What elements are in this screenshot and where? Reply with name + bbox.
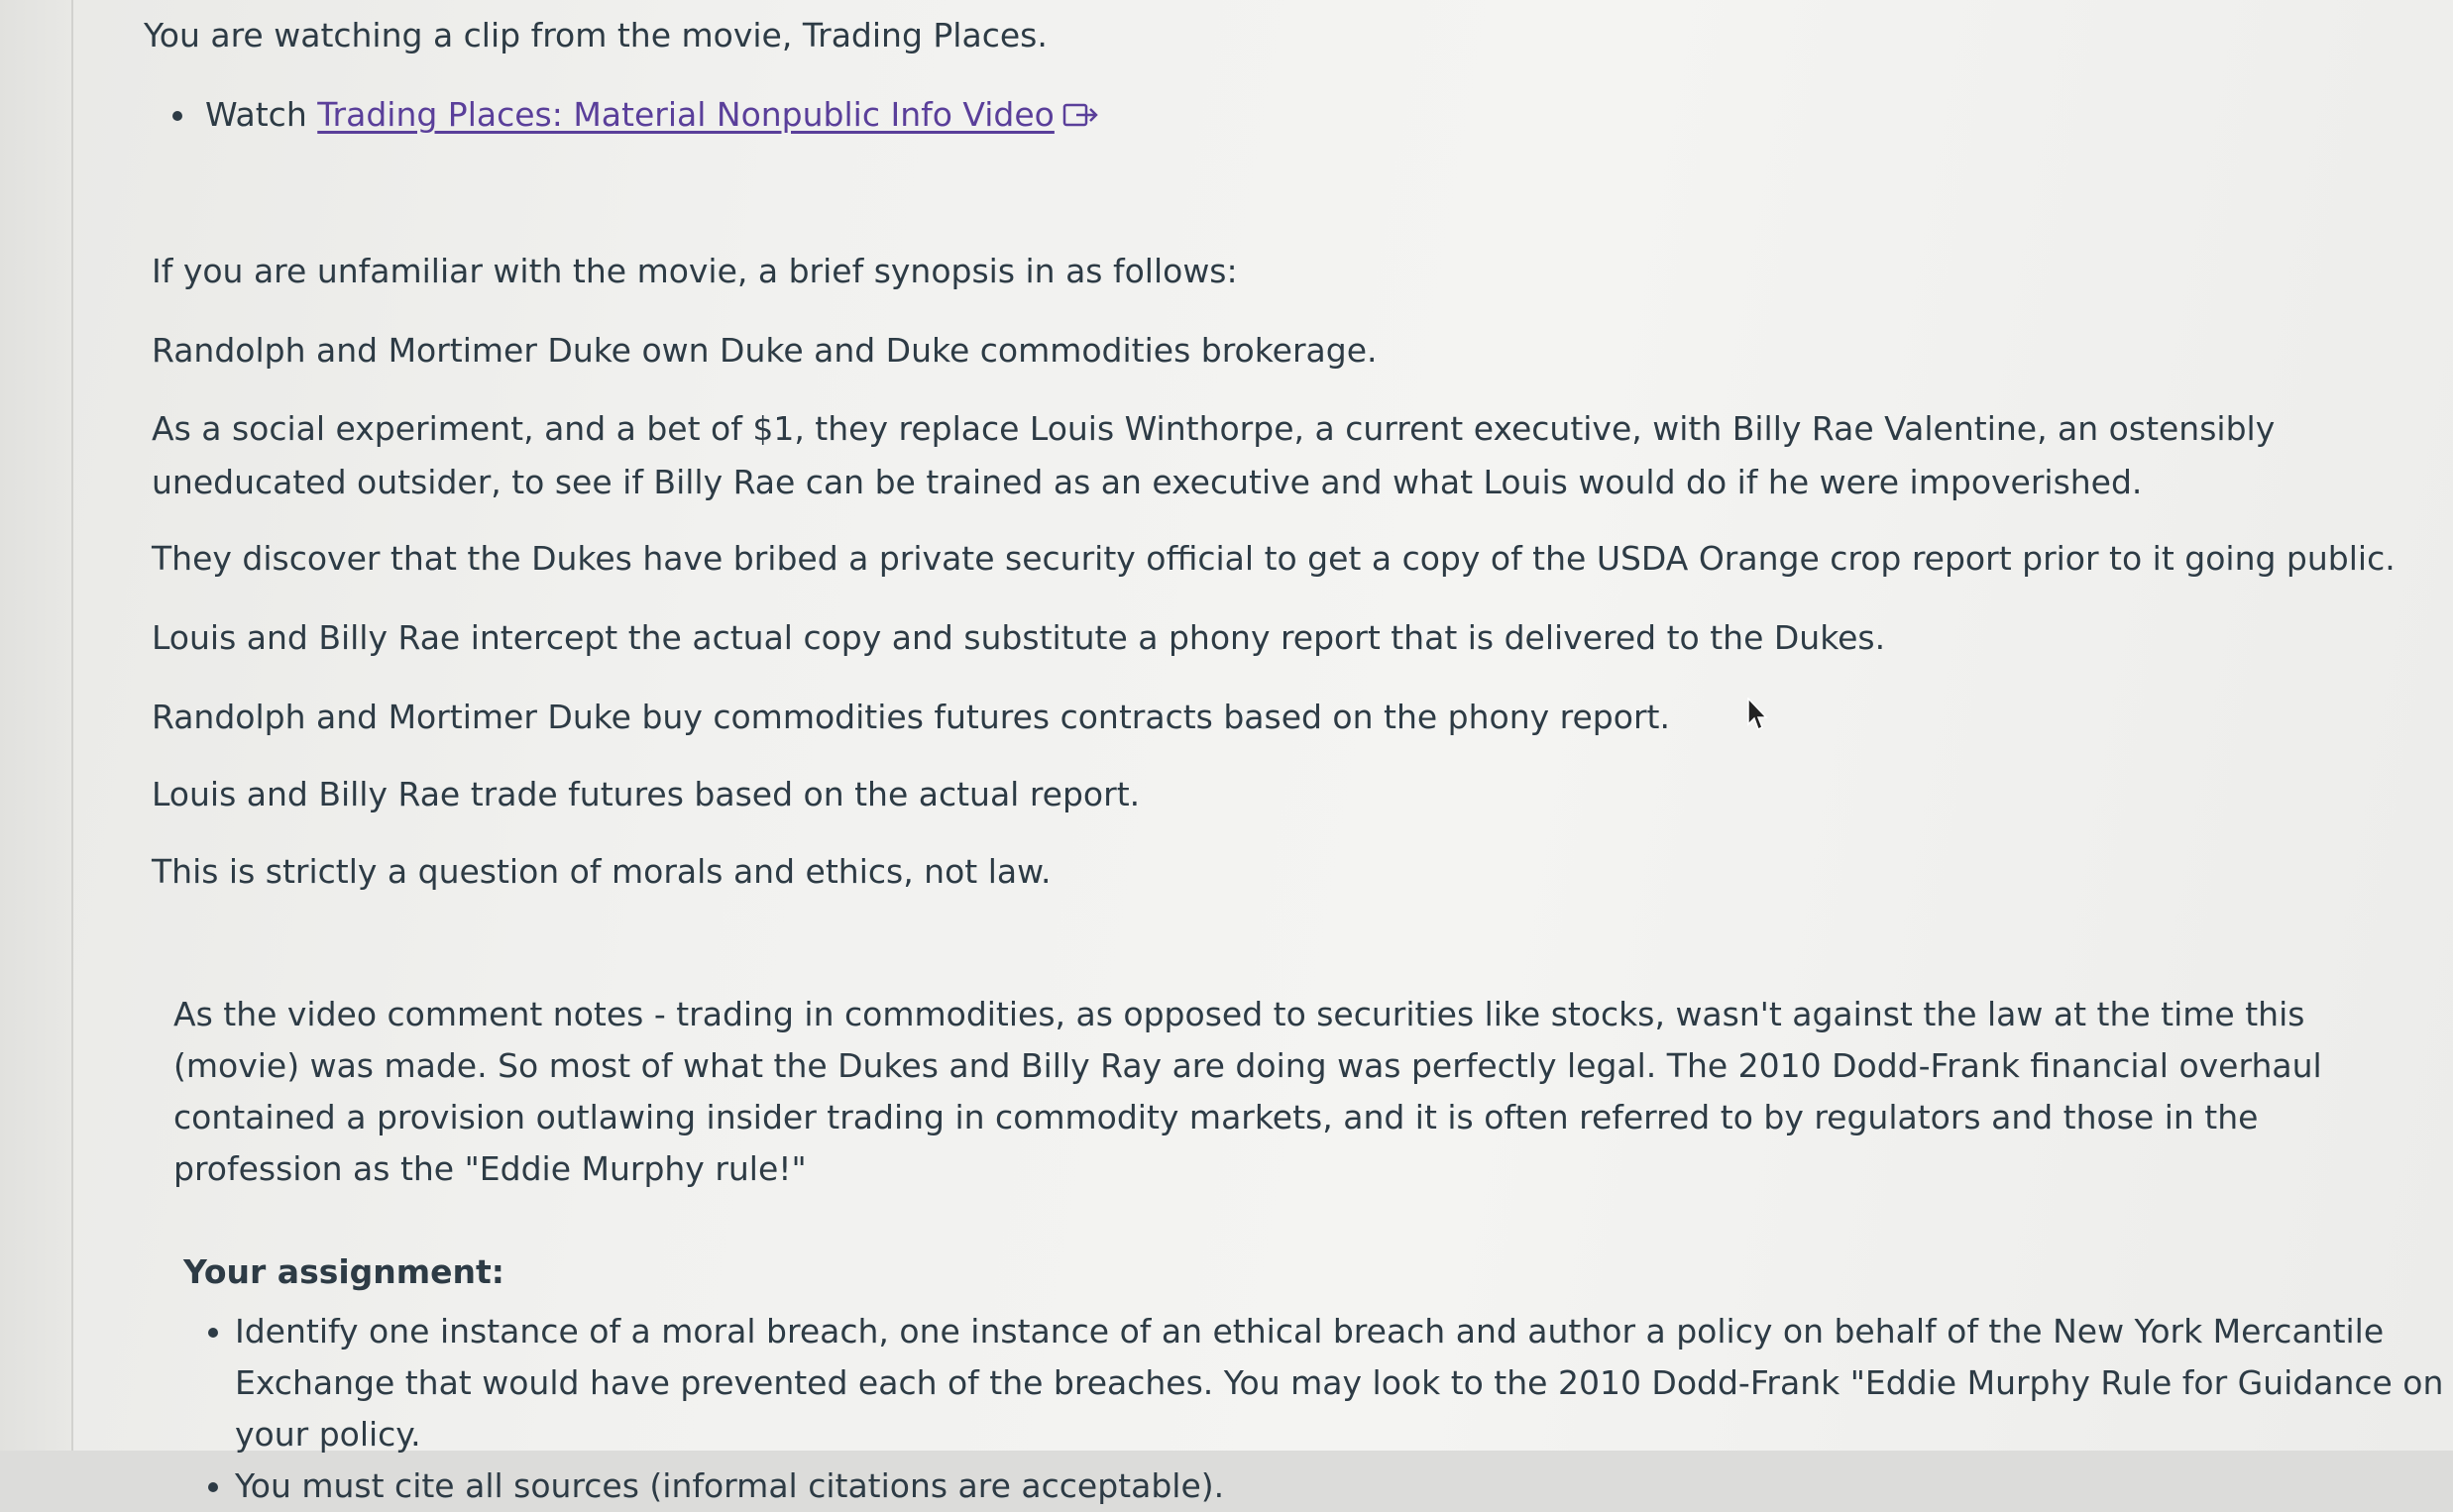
synopsis-paragraph: Louis and Billy Rae intercept the actual copy and substitute a phony report that is delivered to the Dukes. [152,618,1886,657]
watch-prefix: Watch [205,95,318,134]
synopsis-paragraph: This is strictly a question of morals and ethics, not law. [152,852,1052,891]
assignment-heading: Your assignment: [183,1252,505,1291]
assignment-item: • Identify one instance of a moral breach, one instance of an ethical breach and author a policy on behalf of the New York Mercantile Exchange that would have prevented each of the breaches. You may look to the 2010 Dodd-Frank "Eddie Murphy Rule for Guidance on your policy. [235,1306,2453,1460]
mouse-pointer-icon [1746,698,1768,731]
comment-paragraph: As the video comment notes - trading in commodities, as opposed to securities like stocks, wasn't against the law at the time this (movie) was made. So most of what the Dukes and Billy Ray are doing was perfectly legal. The 2010 Dodd-Frank financial overhaul contained a provision outlawing insider trading in commodity markets, and it is often referred to by regulators and those in the profession as the "Eddie Murphy rule!" [173,995,2322,1188]
intro-text: You are watching a clip from the movie, Trading Places. [144,16,1048,54]
synopsis-paragraph: As a social experiment, and a bet of $1, they replace Louis Winthorpe, a current executive, with Billy Rae Valentine, an ostensibly uneducated outsider, to see if Billy Rae can be trained as an executive and what Louis would do if he were impoverished. [152,409,2276,501]
synopsis-paragraph: Randolph and Mortimer Duke own Duke and Duke commodities brokerage. [152,331,1378,370]
left-gutter [0,0,73,1451]
video-list [144,89,1100,141]
external-link-icon[interactable] [1062,94,1100,124]
assignment-item: • You must cite all sources (informal citations are acceptable). [235,1460,2453,1512]
synopsis-paragraph: Randolph and Mortimer Duke buy commodities futures contracts based on the phony report. [152,698,1670,736]
video-link[interactable]: Trading Places: Material Nonpublic Info Video [317,95,1055,134]
synopsis-paragraph: If you are unfamiliar with the movie, a brief synopsis in as follows: [152,252,1238,290]
assignment-list [183,1306,2453,1512]
synopsis-paragraph: They discover that the Dukes have bribed a private security official to get a copy of the USDA Orange crop report prior to it going public. [152,539,2396,578]
video-list-item [199,89,1100,141]
synopsis-paragraph: Louis and Billy Rae trade futures based on the actual report. [152,775,1141,813]
